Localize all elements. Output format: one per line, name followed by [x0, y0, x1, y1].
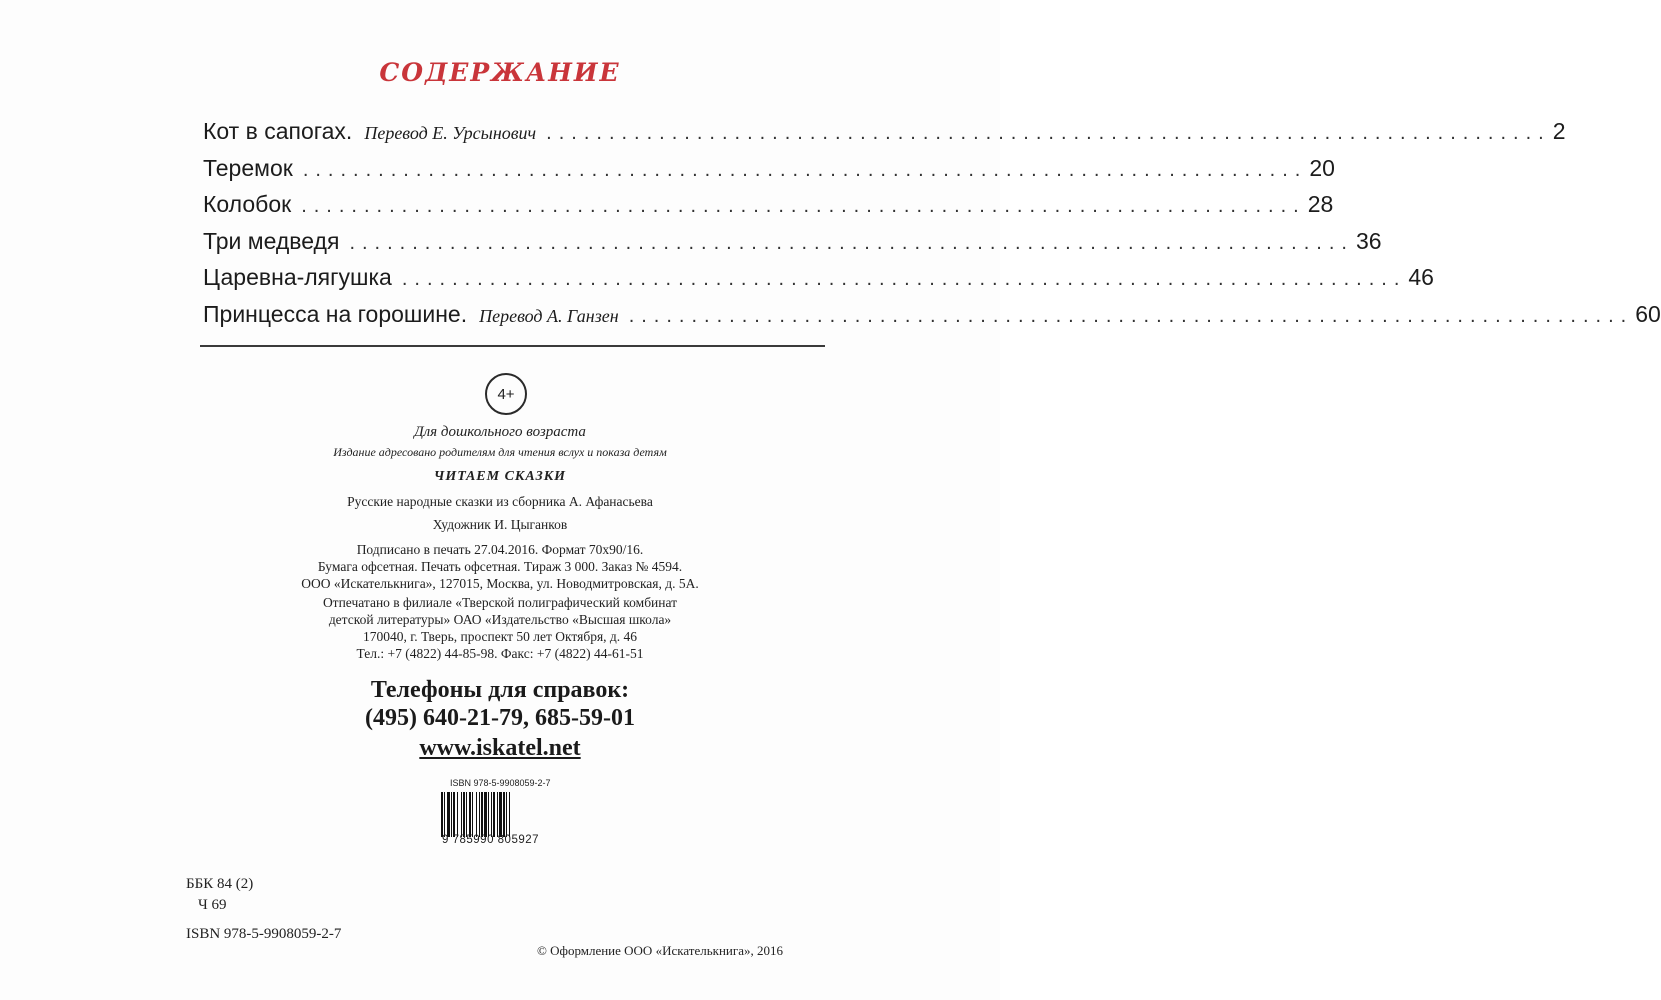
- barcode-isbn-label: ISBN 978-5-9908059-2-7: [450, 778, 551, 788]
- imprint-line: Подписано в печать 27.04.2016. Формат 70x90/16.: [356, 542, 644, 557]
- imprint-line: Отпечатано в филиале «Тверской полиграфический комбинат: [322, 595, 678, 610]
- barcode-icon: [441, 792, 571, 837]
- imprint-line: Бумага офсетная. Печать офсетная. Тираж 3 000. Заказ № 4594.: [317, 559, 683, 574]
- toc-entry-page: 46: [1408, 264, 1434, 290]
- toc-entry-page: 60: [1635, 300, 1661, 327]
- author-mark: Ч 69: [198, 897, 227, 913]
- bbk-code: ББК 84 (2): [186, 876, 254, 892]
- toc-entry-page: 36: [1355, 227, 1382, 254]
- isbn-text: ISBN 978-5-9908059-2-7: [186, 926, 342, 942]
- toc-entry-title: Теремок: [203, 154, 293, 181]
- toc-entry-page: 28: [1307, 191, 1334, 217]
- phones-heading: Телефоны для справок:: [370, 677, 630, 703]
- contents-title: СОДЕРЖАНИЕ: [379, 58, 621, 87]
- toc-entry-title: Три медведя: [203, 227, 340, 254]
- imprint-line: детской литературы» ОАО «Издательство «Высшая школа»: [328, 612, 672, 627]
- toc-entry: [203, 264, 1434, 301]
- toc-entry-title: Колобок: [203, 191, 292, 217]
- toc-entry-translator: Перевод А. Ганзен: [479, 305, 619, 326]
- website-link[interactable]: www.iskatel.net: [419, 735, 581, 761]
- artist-credit: Художник И. Цыганков: [432, 517, 568, 532]
- toc-entry-title: Принцесса на горошине.: [203, 300, 468, 327]
- imprint-line: ООО «Искателькнига», 127015, Москва, ул. Новодмитровская, д. 5А.: [301, 576, 699, 591]
- edition-note: Издание адресовано родителям для чтения вслух и показа детям: [333, 445, 667, 459]
- barcode-digits: 9 785990 805927: [442, 834, 540, 846]
- toc-entry: [203, 118, 1566, 155]
- imprint-line: 170040, г. Тверь, проспект 50 лет Октября, д. 46: [362, 629, 638, 644]
- imprint-block-1: [0, 541, 1000, 592]
- audience-text: Для дошкольного возраста: [414, 424, 586, 440]
- toc-entry: [203, 154, 1335, 192]
- toc-dot-leader: ................................................................................: [302, 158, 1308, 181]
- phone-numbers: (495) 640-21-79, 685-59-01: [365, 705, 635, 731]
- imprint-line: Тел.: +7 (4822) 44-85-98. Факс: +7 (4822) 44-61-51: [356, 646, 644, 661]
- toc-entry: [203, 300, 1661, 338]
- toc-entry: [203, 227, 1382, 265]
- toc-entry: [203, 191, 1334, 228]
- book-subtitle: Русские народные сказки из сборника А. Афанасьева: [347, 494, 653, 509]
- age-rating-badge: 4+: [485, 373, 527, 415]
- toc-entry-title: Кот в сапогах.: [203, 118, 353, 144]
- toc-entry-translator: Перевод Е. Урсынович: [364, 123, 537, 143]
- toc-entry-title: Царевна-лягушка: [203, 264, 392, 290]
- toc-dot-leader: ................................................................................: [628, 304, 1634, 327]
- imprint-block-2: [0, 594, 1000, 662]
- copyright-notice: © Оформление ООО «Искателькнига», 2016: [537, 943, 783, 958]
- table-of-contents: [203, 118, 1661, 337]
- toc-dot-leader: ................................................................................: [401, 268, 1407, 290]
- toc-entry-page: 20: [1309, 154, 1335, 181]
- series-title: ЧИТАЕМ СКАЗКИ: [433, 469, 567, 484]
- toc-dot-leader: ................................................................................: [349, 231, 1354, 254]
- toc-entry-page: 2: [1552, 118, 1566, 144]
- divider-line: [200, 345, 825, 347]
- toc-dot-leader: ................................................................................: [301, 195, 1306, 217]
- toc-dot-leader: ................................................................................: [546, 122, 1551, 144]
